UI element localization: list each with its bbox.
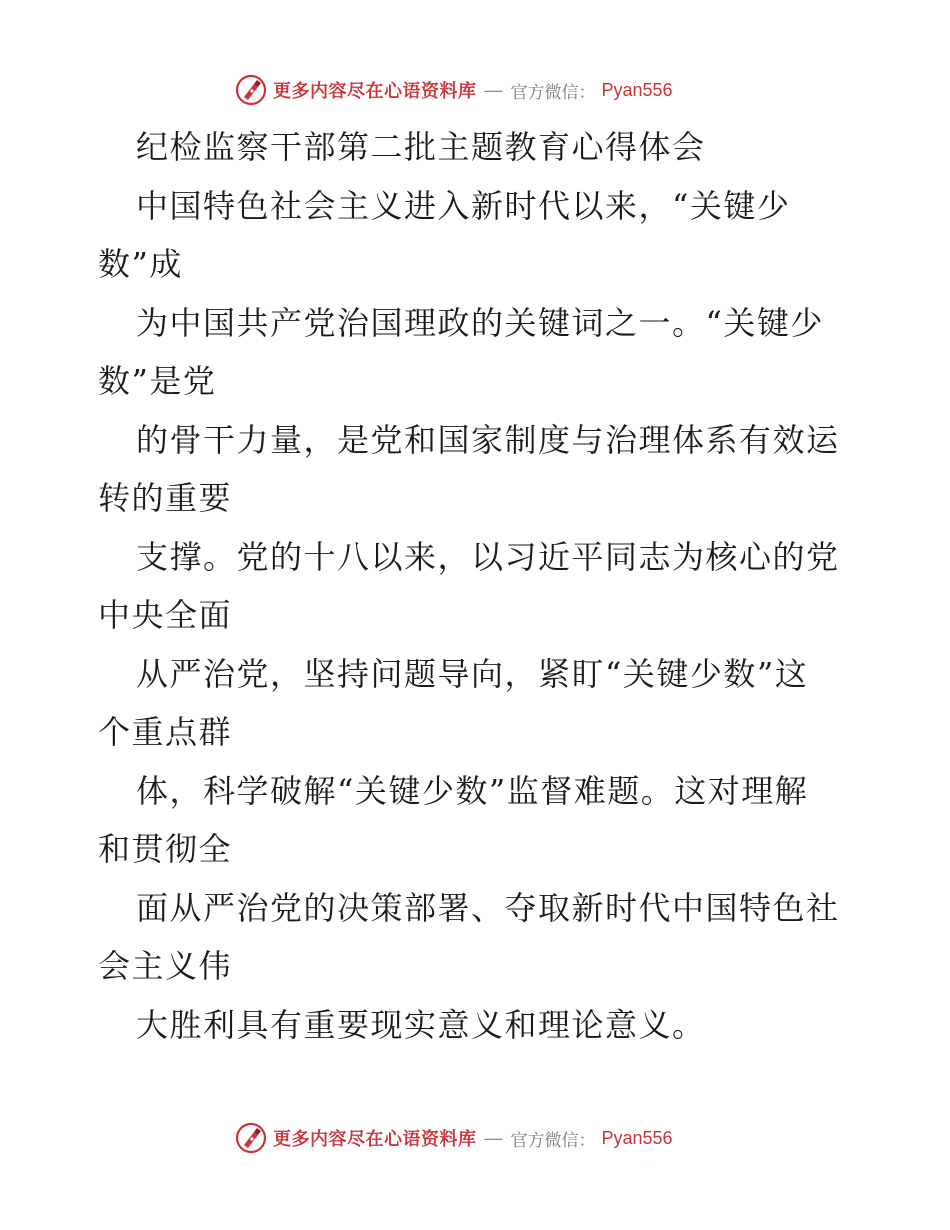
paragraph-line: 的骨干力量，是党和国家制度与治理体系有效运 xyxy=(136,420,840,459)
watermark-dash: — xyxy=(484,79,503,100)
paragraph-line: 个重点群 xyxy=(98,713,233,751)
header-watermark xyxy=(235,73,673,107)
paragraph-line: 中央全面 xyxy=(98,596,233,634)
watermark-main-text: 更多内容尽在心语资料库 xyxy=(273,81,477,102)
watermark-official-label: 官方微信： xyxy=(510,1130,596,1151)
document-title: 纪检监察干部第二批主题教育心得体会 xyxy=(136,128,706,166)
document-body xyxy=(98,118,858,1054)
paragraph-line: 数”是党 xyxy=(98,362,217,400)
pen-nib-icon xyxy=(235,74,267,106)
paragraph-line: 会主义伟 xyxy=(98,947,233,985)
paragraph-line: 数”成 xyxy=(98,245,183,283)
paragraph-line: 面从严治党的决策部署、夺取新时代中国特色社 xyxy=(136,888,840,927)
watermark-wechat-id: Pyan556 xyxy=(601,1127,673,1148)
watermark-wechat-id: Pyan556 xyxy=(601,79,673,100)
watermark-dash: — xyxy=(484,1127,503,1148)
paragraph-line: 体，科学破解“关键少数”监督难题。这对理解 xyxy=(136,771,809,810)
paragraph-line: 大胜利具有重要现实意义和理论意义。 xyxy=(136,1005,706,1044)
footer-watermark xyxy=(235,1121,673,1155)
watermark-main-text: 更多内容尽在心语资料库 xyxy=(273,1129,477,1150)
paragraph-line: 从严治党，坚持问题导向，紧盯“关键少数”这 xyxy=(136,654,809,693)
paragraph-line: 和贯彻全 xyxy=(98,830,233,868)
paragraph-line: 为中国共产党治国理政的关键词之一。“关键少 xyxy=(136,303,824,342)
paragraph-line: 支撑。党的十八以来，以习近平同志为核心的党 xyxy=(136,537,840,576)
watermark-official-label: 官方微信： xyxy=(510,82,596,103)
paragraph-line: 中国特色社会主义进入新时代以来，“关键少 xyxy=(136,186,791,225)
pen-nib-icon xyxy=(235,1122,267,1154)
paragraph-line: 转的重要 xyxy=(98,479,233,517)
